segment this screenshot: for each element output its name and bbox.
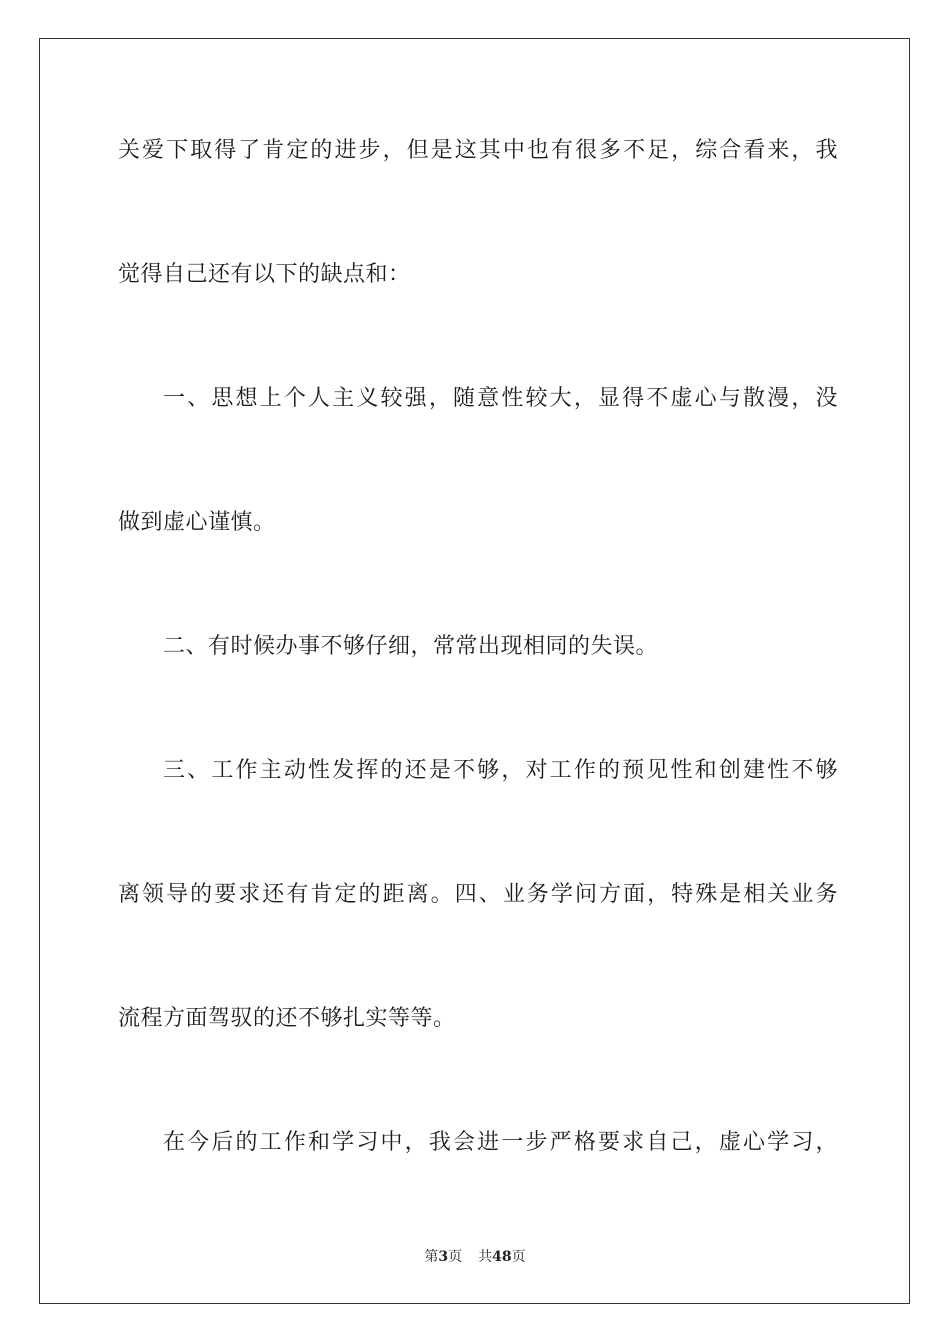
body-line-3: 一、思想上个人主义较强，随意性较大，显得不虚心与散漫，没 [163,386,838,411]
page-border [39,38,910,1304]
footer-total-prefix: 共 [478,1249,493,1265]
body-line-9: 在今后的工作和学习中，我会进一步严格要求自己，虚心学习， [163,1130,838,1155]
footer-total-suffix: 页 [511,1249,526,1265]
body-line-4: 做到虚心谨慎。 [118,510,276,535]
page-footer [0,1248,950,1266]
body-line-8: 流程方面驾驭的还不够扎实等等。 [118,1006,456,1031]
footer-page-prefix: 第 [424,1249,439,1265]
footer-total-number: 48 [492,1249,512,1265]
body-line-1: 关爱下取得了肯定的进步，但是这其中也有很多不足，综合看来，我 [118,138,838,163]
body-line-7: 离领导的要求还有肯定的距离。四、业务学问方面，特殊是相关业务 [118,882,838,907]
body-line-5: 二、有时候办事不够仔细，常常出现相同的失误。 [163,634,659,659]
footer-page-suffix: 页 [448,1249,463,1265]
body-line-6: 三、工作主动性发挥的还是不够，对工作的预见性和创建性不够 [163,758,838,783]
body-line-2: 觉得自己还有以下的缺点和： [118,262,411,287]
footer-page-number: 3 [438,1249,449,1265]
